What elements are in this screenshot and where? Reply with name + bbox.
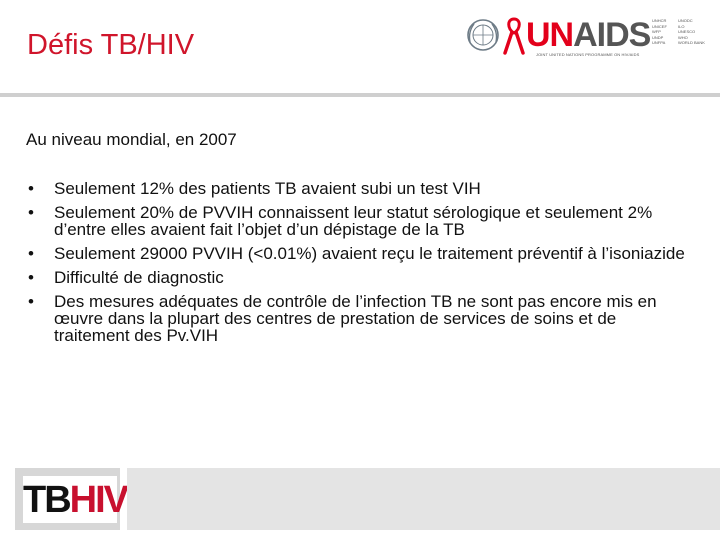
bullet-glyph: • — [28, 179, 34, 198]
red-ribbon-icon — [503, 17, 525, 55]
tbhiv-logo-tb: TB — [23, 479, 70, 521]
tbhiv-logo-hiv: HIV — [69, 479, 128, 521]
cosponsor: UNESCO — [678, 29, 696, 34]
bullet-item — [26, 293, 696, 344]
bullet-item — [26, 269, 696, 286]
bullet-text: Seulement 20% de PVVIH connaissent leur statut sérologique et seulement 2% d’entre elles avaient fait l’objet d’un dépistage de la TB — [54, 203, 653, 239]
bullet-glyph: • — [28, 268, 34, 287]
cosponsor: ILO — [678, 23, 685, 29]
cosponsor: WHO — [678, 34, 688, 40]
cosponsors-col-1 — [652, 18, 667, 46]
cosponsor: UNICEF — [652, 23, 667, 29]
bullet-glyph: • — [28, 292, 34, 311]
unaids-tagline: JOINT UNITED NATIONS PROGRAMME ON HIV/AIDS — [536, 52, 640, 57]
bullet-text: Des mesures adéquates de contrôle de l’infection TB ne sont pas encore mis en œuvre dans la plupart des centres de prestation de services de soins et de traitement des Pv.VIH — [54, 292, 657, 345]
unaids-word-aids: AIDS — [573, 16, 651, 54]
bullet-glyph: • — [28, 203, 34, 222]
title-divider — [0, 93, 720, 97]
un-emblem-icon — [466, 18, 500, 52]
cosponsor: UNDP — [652, 34, 664, 40]
bullet-list — [26, 180, 696, 351]
unaids-logo — [466, 15, 716, 59]
unaids-word-un: UN — [526, 16, 574, 54]
cosponsor: UNODC — [678, 18, 693, 23]
unaids-wordmark — [526, 15, 650, 55]
cosponsor: UNFPA — [652, 40, 666, 45]
cosponsor: WORLD BANK — [678, 40, 705, 45]
tbhiv-logo — [23, 476, 128, 523]
bullet-text: Seulement 29000 PVVIH (<0.01%) avaient reçu le traitement préventif à l’isoniazide — [54, 244, 685, 263]
slide-subtitle: Au niveau mondial, en 2007 — [26, 130, 237, 149]
bullet-glyph: • — [28, 244, 34, 263]
cosponsor: UNHCR — [652, 18, 667, 23]
bullet-item — [26, 245, 696, 262]
footer-bar — [127, 468, 720, 530]
bullet-item — [26, 204, 696, 238]
cosponsors-col-2 — [678, 18, 705, 46]
bullet-text: Seulement 12% des patients TB avaient subi un test VIH — [54, 179, 481, 198]
bullet-text: Difficulté de diagnostic — [54, 268, 224, 287]
cosponsor: WFP — [652, 29, 661, 34]
bullet-item — [26, 180, 696, 197]
slide-title: Défis TB/HIV — [27, 29, 195, 61]
